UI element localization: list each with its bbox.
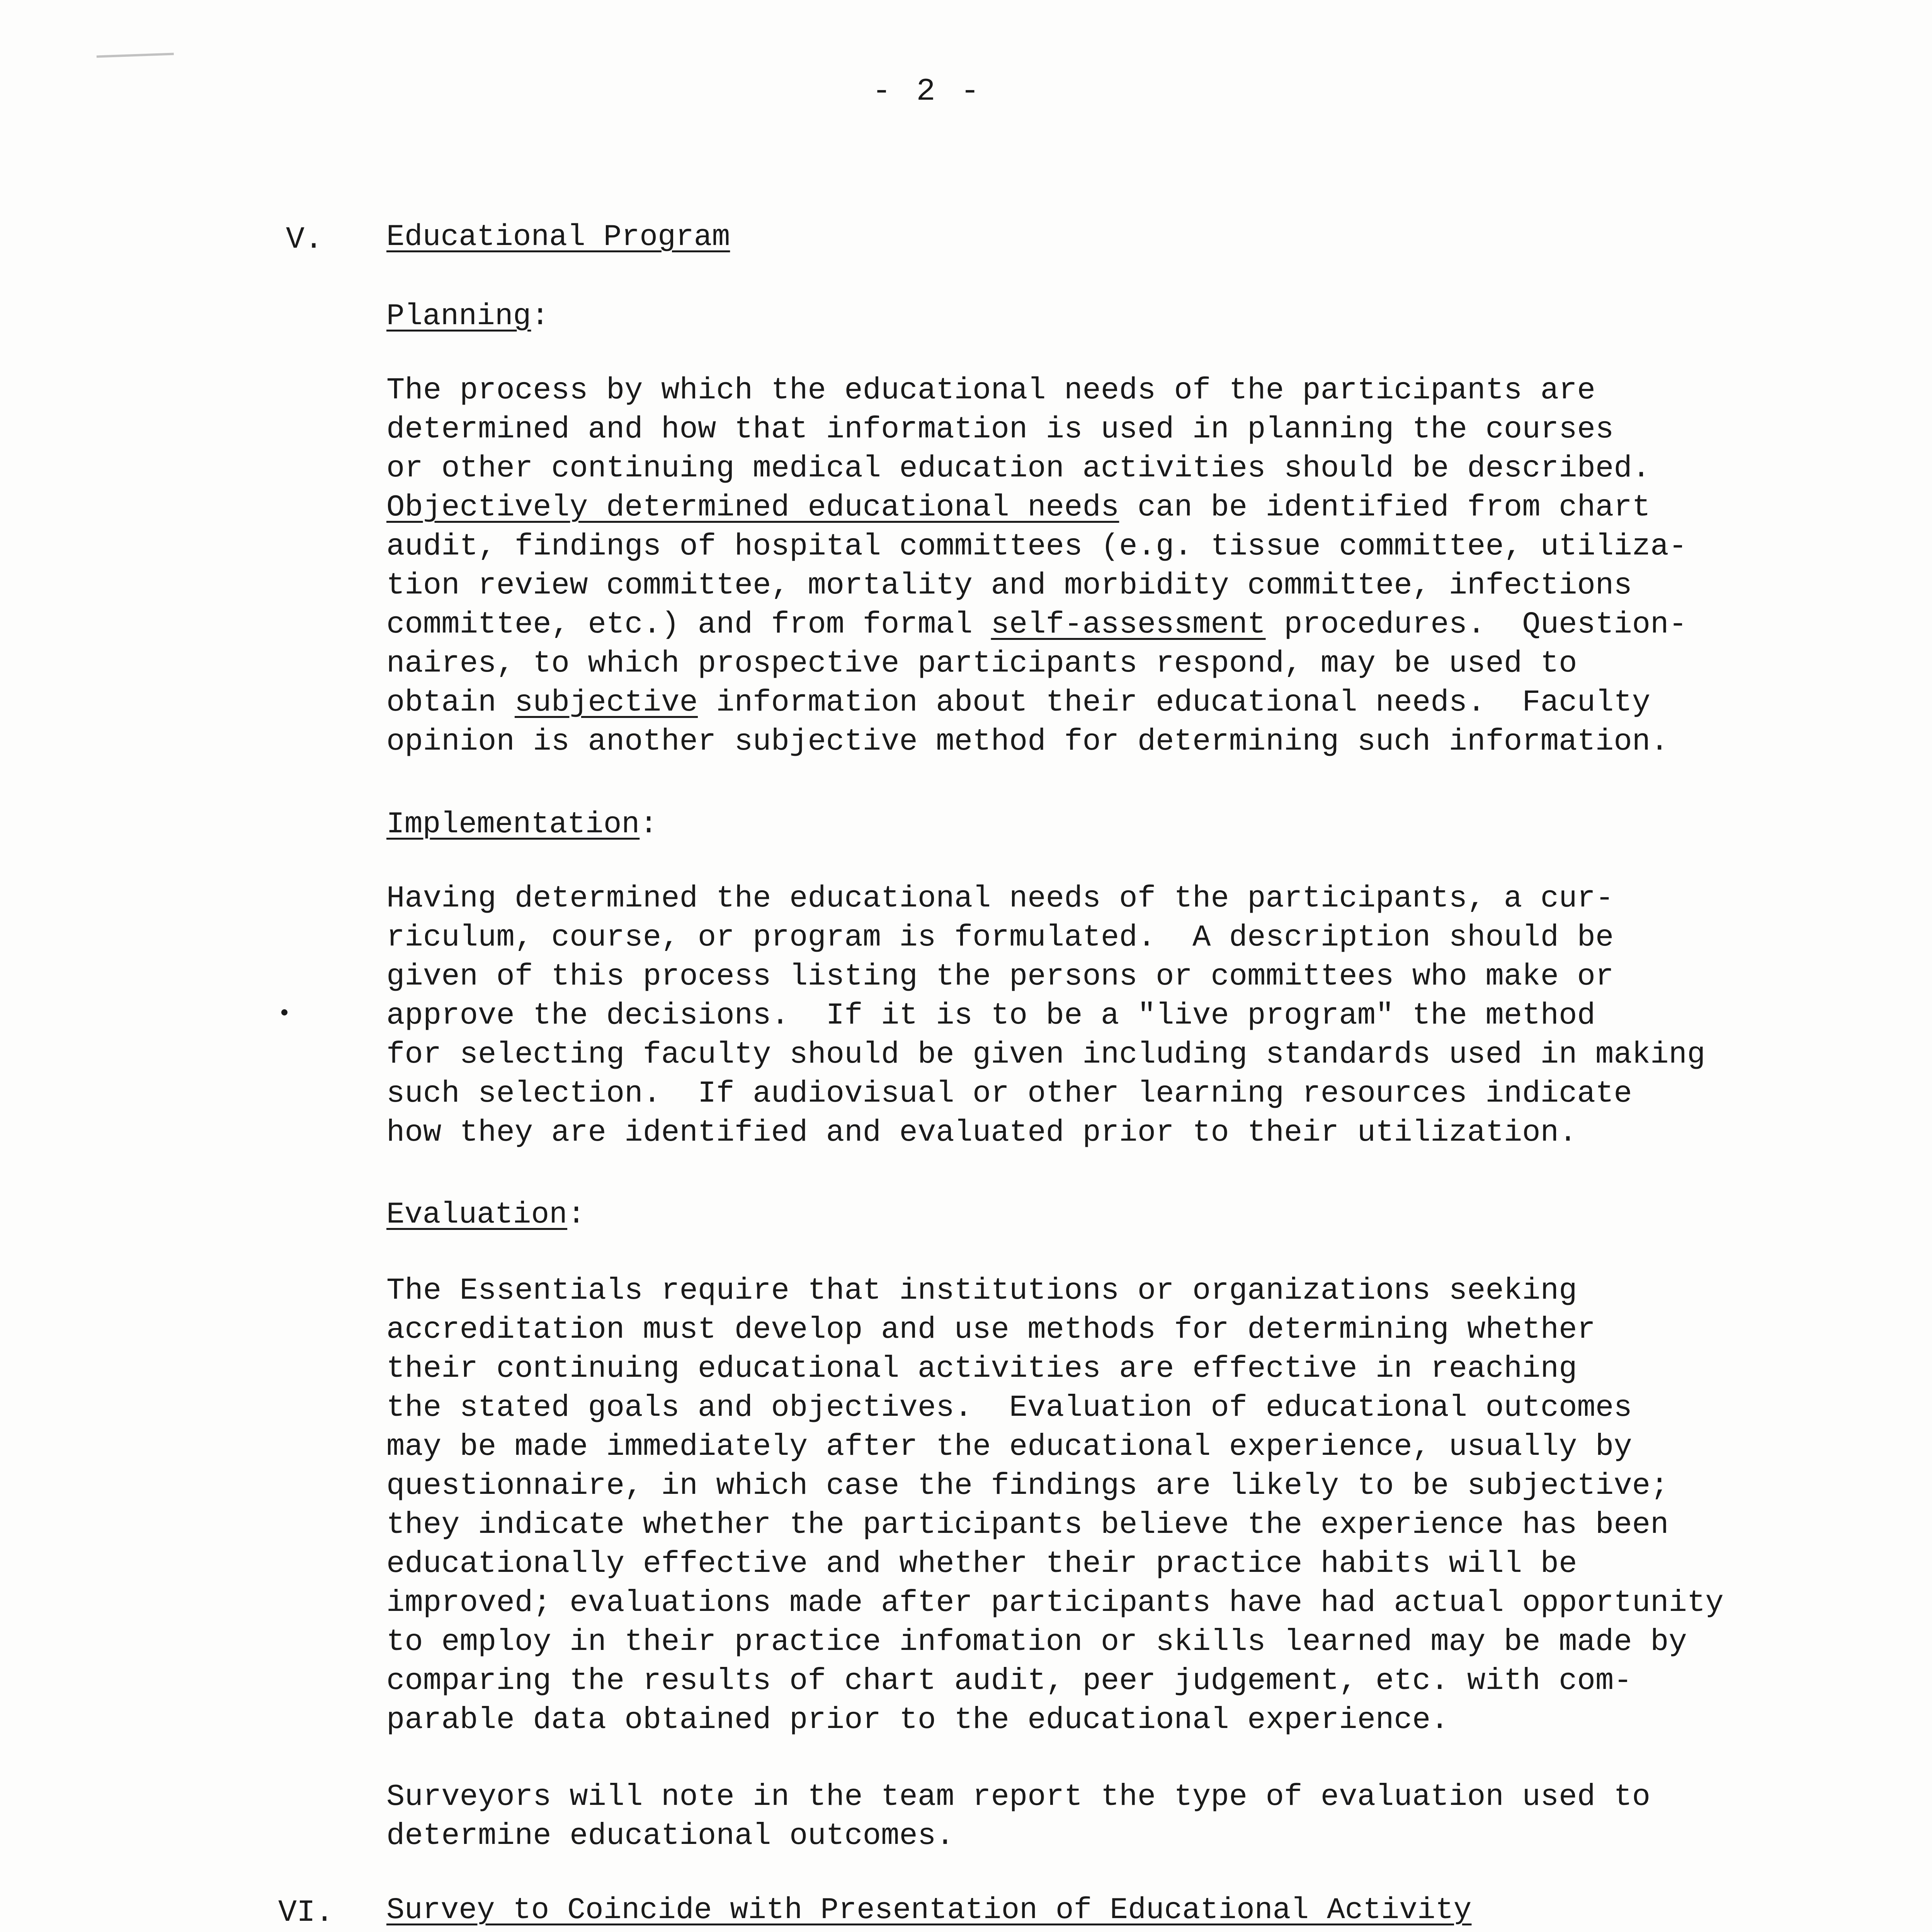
text-segment: determine educational outcomes. bbox=[386, 1818, 954, 1853]
text-segment: or other continuing medical education activities should be described. bbox=[386, 451, 1651, 486]
planning-paragraph bbox=[386, 371, 1816, 761]
evaluation-paragraph bbox=[386, 1271, 1816, 1740]
text-line bbox=[386, 683, 1816, 722]
page-number: - 2 - bbox=[872, 73, 983, 109]
text-segment: accreditation must develop and use methods for determining whether bbox=[386, 1312, 1595, 1347]
section-vi-number: VI. bbox=[278, 1895, 334, 1930]
text-line bbox=[386, 1583, 1816, 1622]
text-segment: Having determined the educational needs of the participants, a cur- bbox=[386, 881, 1614, 916]
text-line bbox=[386, 1074, 1816, 1113]
text-line bbox=[386, 1662, 1816, 1701]
text-segment: approve the decisions. If it is to be a "live program" the method bbox=[386, 998, 1595, 1033]
text-segment: such selection. If audiovisual or other learning resources indicate bbox=[386, 1076, 1632, 1111]
implementation-heading-colon: : bbox=[639, 808, 658, 842]
planning-heading bbox=[386, 299, 549, 333]
text-line bbox=[386, 1388, 1816, 1427]
text-segment: to employ in their practice infomation or skills learned may be made by bbox=[386, 1624, 1687, 1659]
text-line bbox=[386, 1622, 1816, 1662]
implementation-paragraph bbox=[386, 879, 1816, 1152]
section-vi-title: Survey to Coincide with Presentation of Educational Activity bbox=[386, 1893, 1472, 1927]
text-segment: audit, findings of hospital committees (e.g. tissue committee, utiliza- bbox=[386, 529, 1687, 564]
text-line bbox=[386, 371, 1816, 410]
text-segment: committee, etc.) and from formal bbox=[386, 607, 991, 642]
text-segment: educationally effective and whether their practice habits will be bbox=[386, 1546, 1577, 1581]
stray-mark bbox=[281, 1009, 287, 1015]
text-line bbox=[386, 605, 1816, 644]
text-segment: tion review committee, mortality and morbidity committee, infections bbox=[386, 568, 1632, 603]
text-line bbox=[386, 1544, 1816, 1583]
text-line bbox=[386, 644, 1816, 683]
text-line bbox=[386, 1777, 1816, 1816]
text-segment: can be identified from chart bbox=[1119, 490, 1651, 525]
text-segment: given of this process listing the persons or committees who make or bbox=[386, 959, 1614, 994]
text-line bbox=[386, 566, 1816, 605]
scan-smudge bbox=[97, 53, 174, 62]
text-segment: may be made immediately after the educational experience, usually by bbox=[386, 1429, 1632, 1464]
text-line bbox=[386, 1271, 1816, 1310]
text-segment: questionnaire, in which case the findings are likely to be subjective; bbox=[386, 1468, 1669, 1503]
implementation-heading bbox=[386, 808, 658, 842]
planning-heading-text: Planning bbox=[386, 299, 531, 333]
text-segment: how they are identified and evaluated prior to their utilization. bbox=[386, 1115, 1577, 1150]
text-line bbox=[386, 996, 1816, 1035]
planning-heading-colon: : bbox=[531, 299, 549, 333]
text-line bbox=[386, 879, 1816, 918]
text-segment: procedures. Question- bbox=[1265, 607, 1687, 642]
text-line bbox=[386, 1466, 1816, 1505]
evaluation-closing-paragraph bbox=[386, 1777, 1816, 1855]
text-segment: parable data obtained prior to the educational experience. bbox=[386, 1702, 1449, 1737]
text-segment: for selecting faculty should be given including standards used in making bbox=[386, 1037, 1706, 1072]
text-line bbox=[386, 1310, 1816, 1349]
text-segment: comparing the results of chart audit, peer judgement, etc. with com- bbox=[386, 1663, 1632, 1698]
text-line bbox=[386, 527, 1816, 566]
text-segment: opinion is another subjective method for determining such information. bbox=[386, 724, 1669, 759]
evaluation-heading bbox=[386, 1198, 585, 1232]
text-line bbox=[386, 1349, 1816, 1388]
text-line bbox=[386, 1701, 1816, 1740]
section-v-number: V. bbox=[286, 222, 323, 257]
text-line bbox=[386, 1113, 1816, 1152]
text-segment: they indicate whether the participants believe the experience has been bbox=[386, 1507, 1669, 1542]
text-line bbox=[386, 1035, 1816, 1074]
text-segment: information about their educational needs. Faculty bbox=[697, 685, 1651, 720]
underlined-term: Objectively determined educational needs bbox=[386, 490, 1119, 525]
text-line bbox=[386, 1816, 1816, 1855]
underlined-term: subjective bbox=[514, 685, 698, 720]
text-segment: obtain bbox=[386, 685, 515, 720]
text-line bbox=[386, 1505, 1816, 1544]
text-segment: their continuing educational activities are effective in reaching bbox=[386, 1351, 1577, 1386]
underlined-term: self-assessment bbox=[991, 607, 1266, 642]
text-segment: The Essentials require that institutions or organizations seeking bbox=[386, 1273, 1577, 1308]
text-segment: Surveyors will note in the team report the type of evaluation used to bbox=[386, 1779, 1651, 1814]
text-segment: the stated goals and objectives. Evaluation of educational outcomes bbox=[386, 1390, 1632, 1425]
text-segment: improved; evaluations made after participants have had actual opportunity bbox=[386, 1585, 1724, 1620]
text-line bbox=[386, 488, 1816, 527]
evaluation-heading-text: Evaluation bbox=[386, 1198, 568, 1232]
text-line bbox=[386, 449, 1816, 488]
text-segment: naires, to which prospective participants respond, may be used to bbox=[386, 646, 1577, 681]
text-line bbox=[386, 918, 1816, 957]
text-segment: determined and how that information is used in planning the courses bbox=[386, 412, 1614, 447]
text-line bbox=[386, 1427, 1816, 1466]
evaluation-heading-colon: : bbox=[567, 1198, 585, 1232]
section-v-title: Educational Program bbox=[386, 220, 730, 254]
implementation-heading-text: Implementation bbox=[386, 808, 640, 842]
text-line bbox=[386, 957, 1816, 996]
text-line bbox=[386, 410, 1816, 449]
text-segment: The process by which the educational needs of the participants are bbox=[386, 373, 1595, 408]
text-segment: riculum, course, or program is formulated. A description should be bbox=[386, 920, 1614, 955]
text-line bbox=[386, 722, 1816, 761]
